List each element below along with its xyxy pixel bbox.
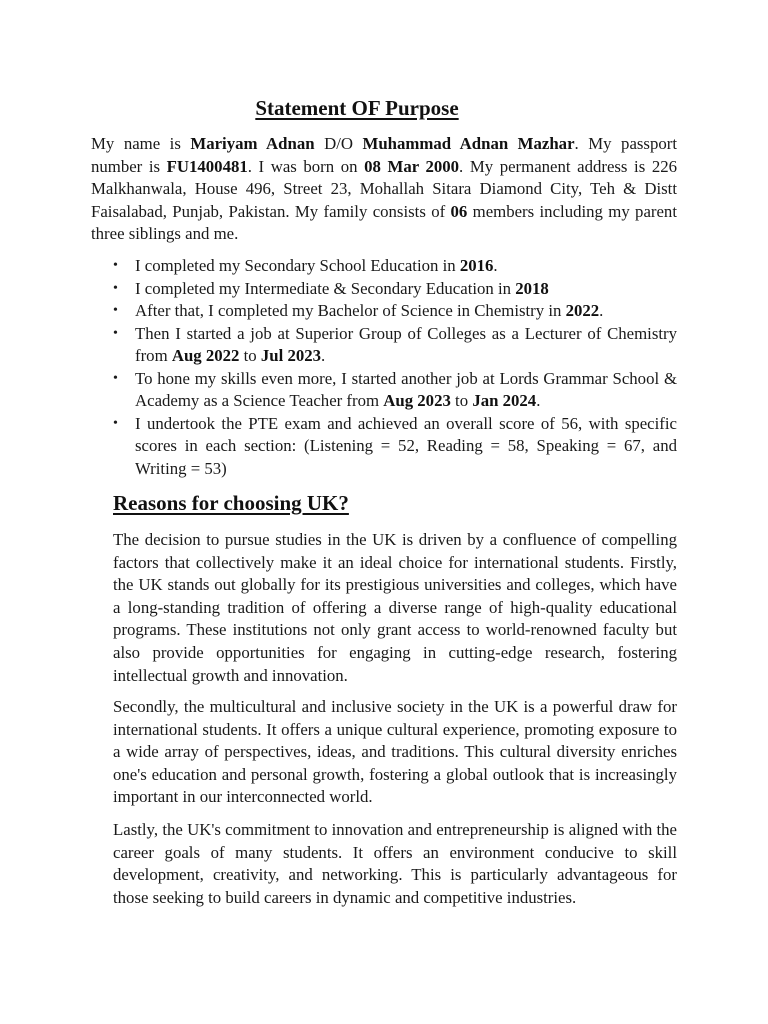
list-item-date: Jul 2023: [260, 346, 322, 365]
bullet-icon: •: [113, 258, 118, 273]
intro-text: . I was born on: [247, 156, 365, 176]
list-item-year: 2018: [515, 278, 549, 298]
list-item-text: Then I started a job at Superior Group of Colleges as a Lecturer of Chemistry from: [135, 323, 677, 365]
list-item: [113, 255, 677, 278]
list-item-text: After that, I completed my Bachelor of Science in Chemistry in: [135, 301, 566, 320]
list-item-text: to: [239, 346, 261, 365]
list-item-text: to: [450, 391, 473, 410]
intro-paragraph: [91, 133, 677, 246]
applicant-name: Mariyam Adnan: [190, 134, 315, 153]
list-item-date: Jan 2024: [472, 391, 537, 410]
reasons-paragraph-1: The decision to pursue studies in the UK is driven by a confluence of compelling factors that collectively make it an ideal choice for international students. Firstly, the UK stands out globally for its prestigious universities and colleges, which have a long-standing tradition of offering a diverse range of high-quality educational programs. These institutions not only grant access to world-renowned faculty but also provide opportunities for engaging in cutting-edge research, fostering intellectual growth and innovation.: [113, 530, 677, 685]
reasons-paragraph-2: Secondly, the multicultural and inclusive society in the UK is a powerful draw for international students. It offers a unique cultural experience, promoting exposure to a wide array of perspectives, ideas, and traditions. This cultural diversity enriches one's education and personal growth, fostering a global outlook that is increasingly important in our interconnected world.: [113, 697, 677, 807]
bullet-icon: •: [113, 303, 118, 318]
section-heading-reasons: Reasons for choosing UK?: [113, 491, 349, 515]
bullet-icon: •: [113, 325, 118, 341]
passport-number: FU1400481: [166, 156, 248, 176]
list-item-text: I undertook the PTE exam and achieved an overall score of 56, with specific scores in each section: (Listening = 52, Reading = 58, Speaking = 67, and Writing = 53): [135, 413, 677, 478]
bullet-icon: •: [113, 280, 118, 296]
list-item-year: 2016: [459, 256, 494, 275]
list-item-text: I completed my Secondary School Education in: [135, 256, 460, 275]
list-item-text: .: [599, 301, 604, 320]
list-item: [113, 413, 677, 481]
list-item-date: Aug 2023: [383, 391, 451, 410]
document-title: Statement OF Purpose: [255, 96, 459, 120]
list-item: [113, 300, 677, 323]
reasons-paragraph-3: Lastly, the UK's commitment to innovation and entrepreneurship is aligned with the career goals of many students. It offers an environment conducive to skill development, creativity, and networking. This is particularly advantageous for those seeking to build careers in dynamic and competitive industries.: [113, 820, 677, 907]
intro-text: . My passport number is: [91, 134, 677, 176]
intro-text: . My permanent address is 226 Malkhanwala, House 496, Street 23, Mohallah Sitara Diamond City, Teh & Distt Faisalabad, Punjab, Pakistan. My family consists of: [91, 156, 677, 221]
list-item-text: To hone my skills even more, I started another job at Lords Grammar School & Academy as a Science Teacher from: [135, 368, 677, 410]
list-item: [113, 323, 677, 368]
list-item-text: I completed my Intermediate & Secondary Education in: [135, 278, 516, 298]
list-item-date: Aug 2022: [171, 346, 240, 365]
list-item: [113, 278, 677, 301]
list-item-year: 2022: [565, 301, 600, 320]
list-item-text: .: [493, 256, 498, 275]
bullet-icon: •: [113, 370, 118, 386]
intro-text: D/O: [314, 134, 363, 153]
intro-text: members including my parent three siblings and me.: [91, 201, 677, 244]
list-item-text: .: [536, 391, 541, 410]
list-item-text: .: [321, 346, 326, 365]
bullet-icon: •: [113, 415, 118, 431]
list-item: [113, 368, 677, 413]
education-experience-list: [113, 255, 677, 480]
birth-date: 08 Mar 2000: [364, 156, 460, 176]
intro-text: My name is: [91, 134, 191, 153]
family-count: 06: [450, 201, 468, 221]
father-name: Muhammad Adnan Mazhar: [362, 134, 575, 153]
